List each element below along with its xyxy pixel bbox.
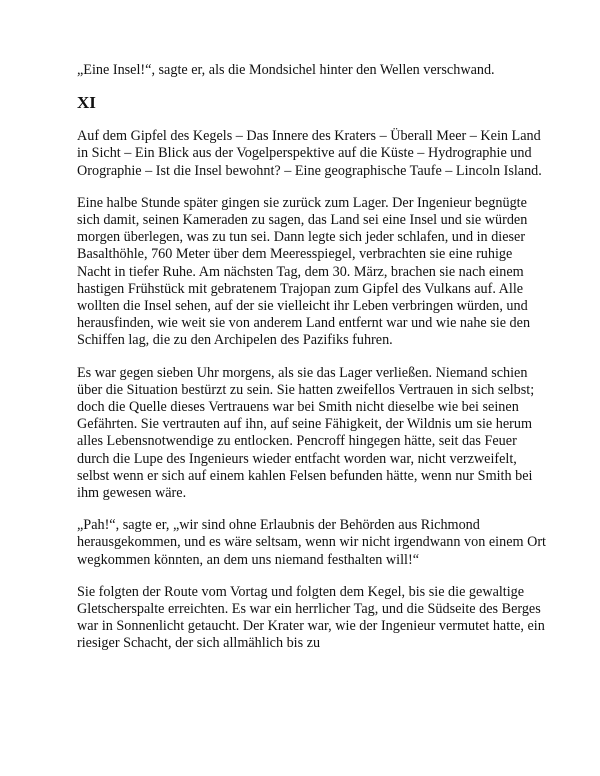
body-paragraph: „Pah!“, sagte er, „wir sind ohne Erlaubnis der Behörden aus Richmond herausgekommen, und es wäre seltsam, wenn wir nicht irgendwann von einem Ort wegkommen könnten, an dem uns niemand festhalten will!“ bbox=[77, 517, 546, 568]
body-paragraph: Sie folgten der Route vom Vortag und folgten dem Kegel, bis sie die gewaltige Gletscherspalte erreichten. Es war ein herrlicher Tag, und die Südseite des Berges war in Sonnenlicht getaucht. Der Krater war, wie der Ingenieur vermutet hatte, ein riesiger Schacht, der sich allmählich bis zu bbox=[77, 583, 545, 652]
page-content bbox=[77, 62, 547, 653]
body-paragraph: Es war gegen sieben Uhr morgens, als sie das Lager verließen. Niemand schien über die Situation bestürzt zu sein. Sie hatten zweifellos Vertrauen in sich selbst; doch die Quelle dieses Vertrauens war bei Smith nicht dieselbe wie bei seinen Gefährten. Sie vertrauten auf ihn, auf seine Fähigkeit, der Wildnis um sie herum alles Lebensnotwendige zu entlocken. Pencroff hingegen hätte, seit das Feuer durch die Lupe des Ingenieurs wieder entfacht worden war, nicht verzweifelt, selbst wenn er sich auf einem kahlen Felsen befunden hätte, wenn nur Smith bei ihm gewesen wäre. bbox=[77, 364, 535, 502]
chapter-summary: Auf dem Gipfel des Kegels – Das Innere des Kraters – Überall Meer – Kein Land in Sicht – Ein Blick aus der Vogelperspektive auf die Küste – Hydrographie und Orographie – Ist die Insel bewohnt? – Eine geographische Taufe – Lincoln Island. bbox=[77, 128, 542, 179]
body-paragraph: Eine halbe Stunde später gingen sie zurück zum Lager. Der Ingenieur begnügte sich damit, seinen Kameraden zu sagen, das Land sei eine Insel und sie würden morgen überlegen, was zu tun sei. Dann legte sich jeder schlafen, und in dieser Basalthöhle, 760 Meter über dem Meeresspiegel, verbrachten sie eine ruhige Nacht in tiefer Ruhe. Am nächsten Tag, dem 30. März, brachen sie nach einem hastigen Frühstück mit gebratenem Trajopan zum Gipfel des Vulkans auf. Alle wollten die Insel sehen, auf der sie vielleicht ihr Leben verbringen würden, und herausfinden, wie weit sie von anderem Land entfernt war und wie nahe sie den Schiffen lag, die zu den Archipelen des Pazifiks fuhren. bbox=[77, 194, 531, 349]
chapter-heading: XI bbox=[77, 93, 96, 113]
opening-line: „Eine Insel!“, sagte er, als die Mondsichel hinter den Wellen verschwand. bbox=[77, 62, 495, 78]
